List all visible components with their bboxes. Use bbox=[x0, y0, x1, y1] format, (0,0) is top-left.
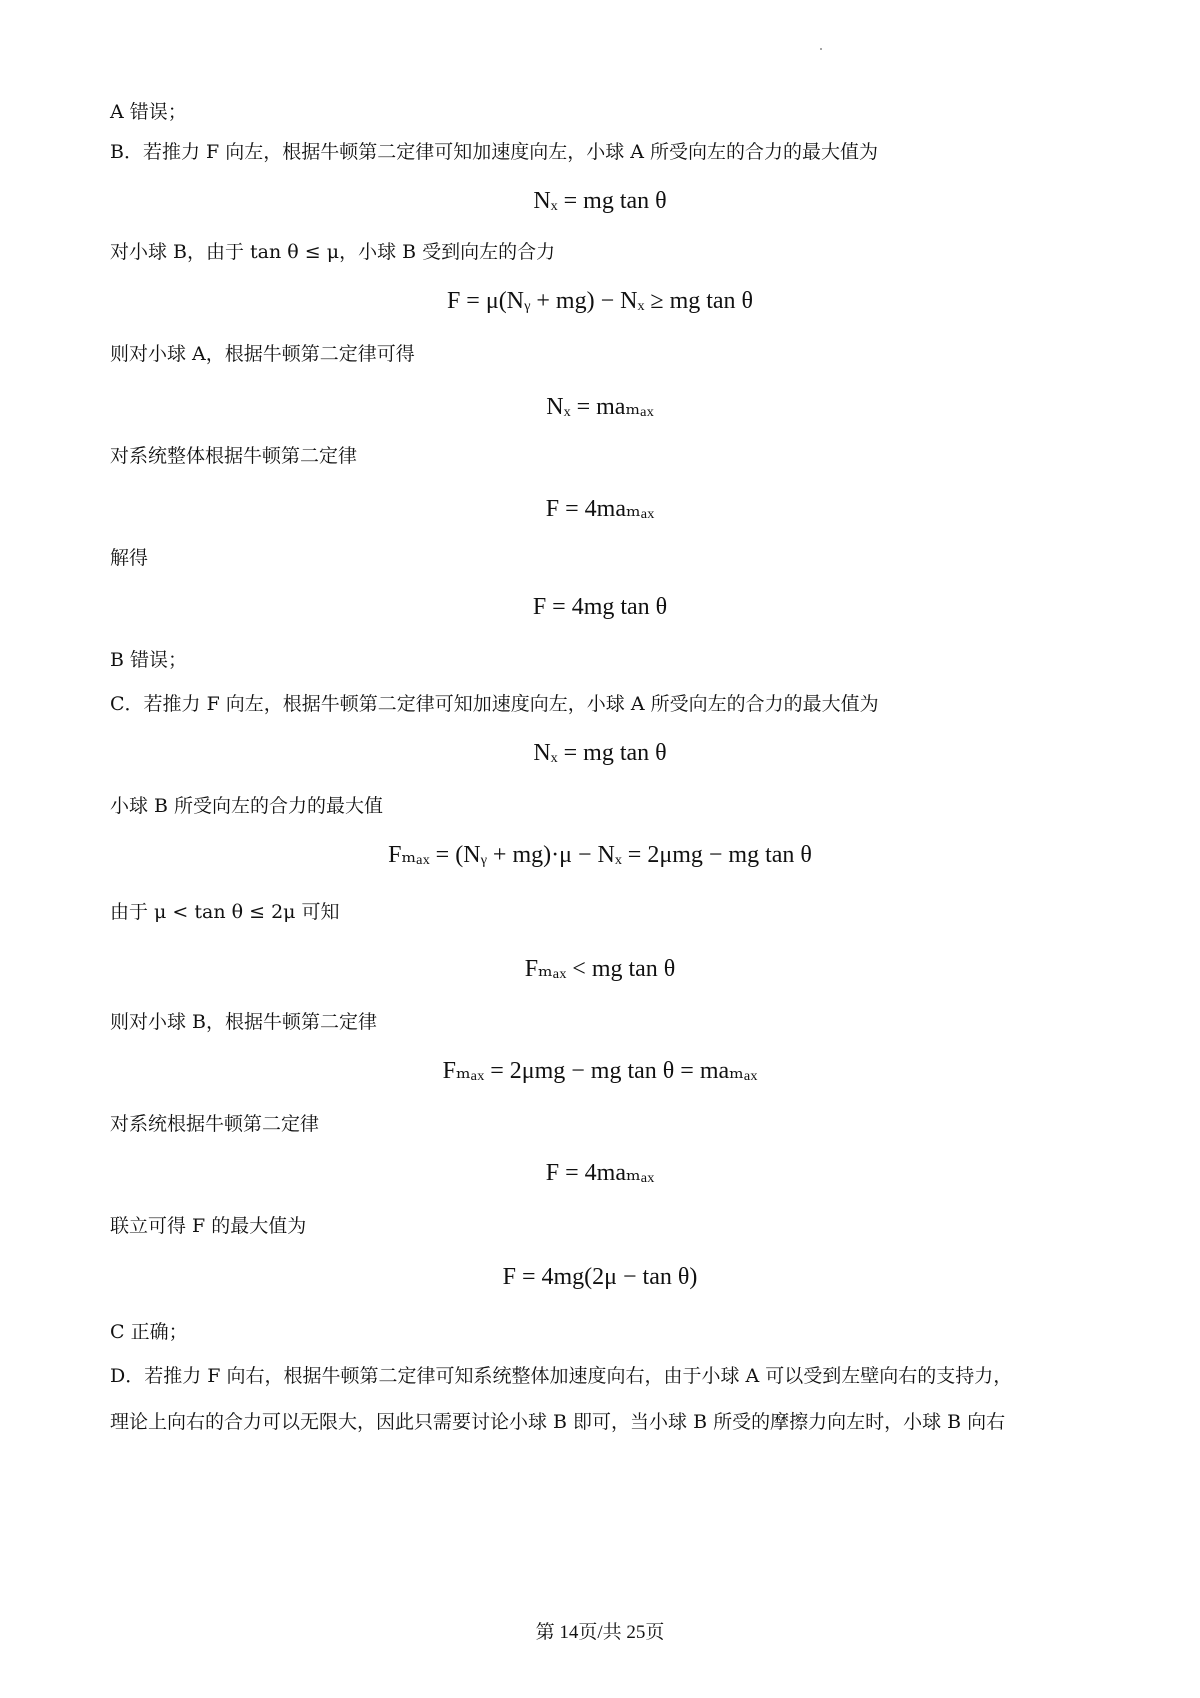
text-c-since: 由于 μ < tan θ ≤ 2μ 可知 bbox=[110, 901, 340, 923]
text-c-ball-b-law: 则对小球 B，根据牛顿第二定律 bbox=[110, 1011, 378, 1033]
text-b-ball-a: 则对小球 A，根据牛顿第二定律可得 bbox=[110, 343, 415, 365]
text-d-intro: D．若推力 F 向右，根据牛顿第二定律可知系统整体加速度向右，由于小球 A 可以受到左壁向右的支持力， bbox=[110, 1365, 1013, 1387]
page-footer: 第 14页/共 25页 bbox=[535, 1622, 665, 1643]
equation-9: Fₘₐₓ = 2μmg − mg tan θ = maₘₐₓ bbox=[442, 1058, 758, 1084]
text-b-solve: 解得 bbox=[110, 547, 149, 569]
equation-6: Nₓ = mg tan θ bbox=[533, 740, 667, 766]
equation-10: F = 4maₘₐₓ bbox=[545, 1160, 655, 1186]
text-c-correct: C 正确； bbox=[110, 1321, 188, 1343]
text-c-intro: C．若推力 F 向左，根据牛顿第二定律可知加速度向左，小球 A 所受向左的合力的最大值为 bbox=[110, 693, 879, 715]
equation-8: Fₘₐₓ < mg tan θ bbox=[524, 956, 676, 982]
equation-5: F = 4mg tan θ bbox=[532, 594, 668, 620]
text-b-intro: B．若推力 F 向左，根据牛顿第二定律可知加速度向左，小球 A 所受向左的合力的最大值为 bbox=[110, 141, 879, 163]
text-c-system: 对系统根据牛顿第二定律 bbox=[110, 1113, 320, 1135]
scan-dot bbox=[820, 48, 822, 50]
text-b-ball-b: 对小球 B，由于 tan θ ≤ μ，小球 B 受到向左的合力 bbox=[110, 241, 556, 263]
equation-1: Nₓ = mg tan θ bbox=[533, 188, 667, 214]
equation-7: Fₘₐₓ = (Nᵧ + mg)·μ − Nₓ = 2μmg − mg tan θ bbox=[388, 842, 812, 868]
text-c-ball-b: 小球 B 所受向左的合力的最大值 bbox=[110, 795, 384, 817]
equation-11: F = 4mg(2μ − tan θ) bbox=[502, 1264, 698, 1290]
text-c-combine: 联立可得 F 的最大值为 bbox=[110, 1215, 307, 1237]
equation-3: Nₓ = maₘₐₓ bbox=[546, 394, 654, 420]
text-b-wrong: B 错误； bbox=[110, 649, 188, 671]
text-d-continued: 理论上向右的合力可以无限大，因此只需要讨论小球 B 即可，当小球 B 所受的摩擦力向左时，小球 B 向右 bbox=[110, 1411, 1006, 1433]
equation-4: F = 4maₘₐₓ bbox=[545, 496, 655, 522]
text-b-system: 对系统整体根据牛顿第二定律 bbox=[110, 445, 358, 467]
equation-2: F = μ(Nᵧ + mg) − Nₓ ≥ mg tan θ bbox=[446, 288, 754, 314]
text-a-wrong: A 错误； bbox=[110, 101, 187, 123]
